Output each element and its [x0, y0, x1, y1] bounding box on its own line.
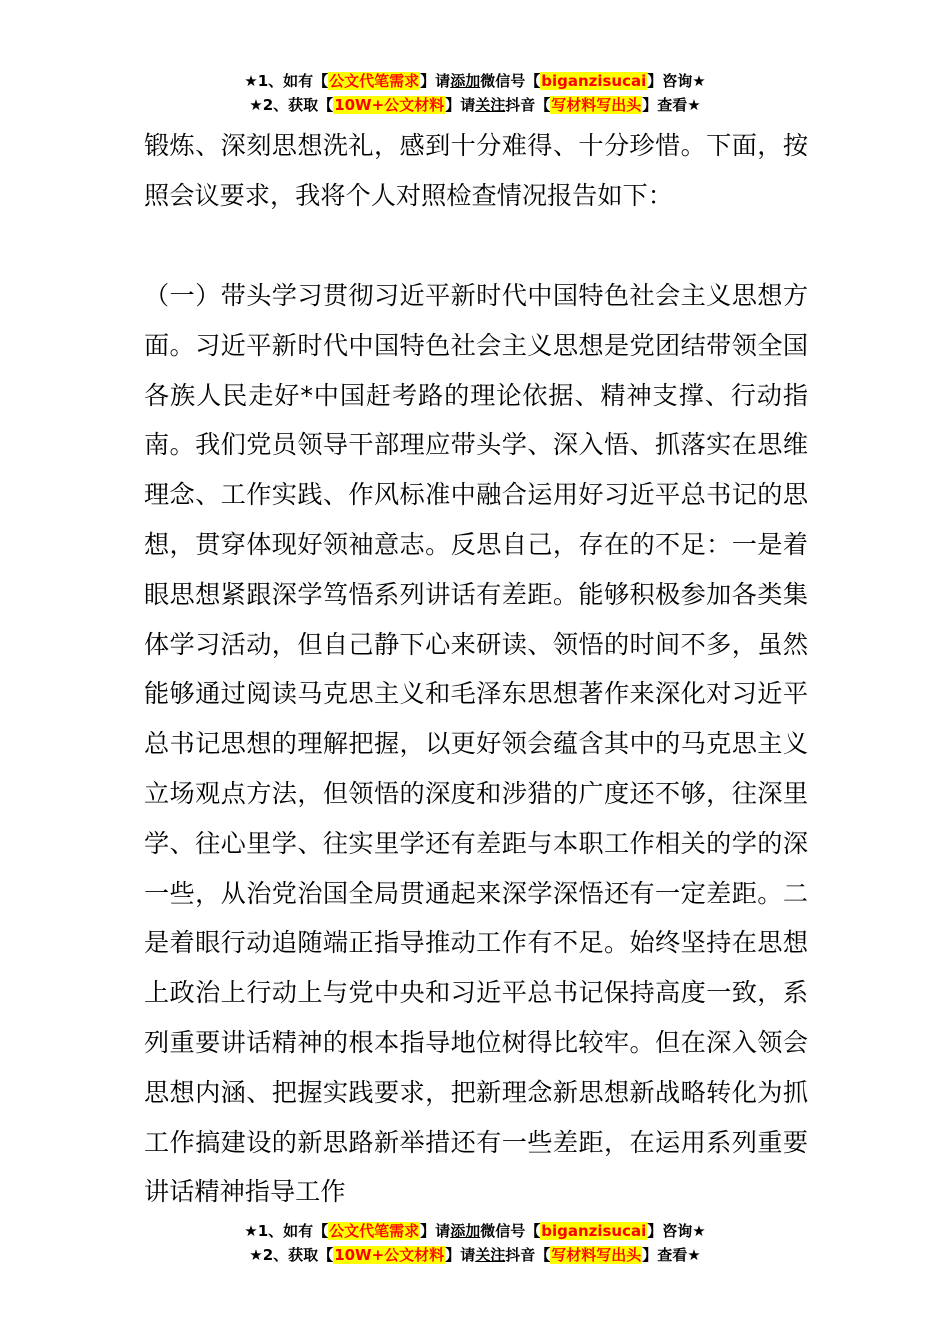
- main-paragraph: （一）带头学习贯彻习近平新时代中国特色社会主义思想方面。习近平新时代中国特色社会主义思想是党团结带领全国各族人民走好*中国赶考路的理论依据、精神支撑、行动指南。我们党员领导干部理应带头学、深入悟、抓落实在思维理念、工作实践、作风标准中融合运用好习近平总书记的思想，贯穿体现好领袖意志。反思自己，存在的不足：一是着眼思想紧跟深学笃悟系列讲话有差距。能够积极参加各类集体学习活动，但自己静下心来研读、领悟的时间不多，虽然能够通过阅读马克思主义和毛泽东思想著作来深化对习近平总书记思想的理解把握，以更好领会蕴含其中的马克思主义立场观点方法，但领悟的深度和涉猎的广度还不够，往深里学、往心里学、往实里学还有差距与本职工作相关的学的深一些，从治党治国全局贯通起来深学深悟还有一定差距。二是着眼行动追随端正指导推动工作有不足。始终坚持在思想上政治上行动上与党中央和习近平总书记保持高度一致，系列重要讲话精神的根本指导地位树得比较牢。但在深入领会思想内涵、把握实践要求，把新理念新思想新战略转化为抓工作搞建设的新思路新举措还有一些差距，在运用系列重要讲话精神指导工作: [144, 281, 808, 1207]
- highlight-wechat-id: biganzisucai: [541, 1222, 647, 1240]
- highlight-service: 公文代笔需求: [329, 72, 420, 90]
- banner-line-2: ★2、获取【10W+公文材料】请关注抖音【写材料写出头】查看★: [249, 1246, 701, 1264]
- highlight-douyin: 写材料写出头: [551, 96, 642, 114]
- banner-line-2: ★2、获取【10W+公文材料】请关注抖音【写材料写出头】查看★: [249, 96, 701, 114]
- banner-line-1: ★1、如有【公文代笔需求】请添加微信号【biganzisucai】咨询★: [244, 1222, 706, 1240]
- intro-paragraph: 锻炼、深刻思想洗礼，感到十分难得、十分珍惜。下面，按照会议要求，我将个人对照检查情况报告如下：: [144, 131, 808, 210]
- highlight-materials: 10W+公文材料: [334, 96, 445, 114]
- highlight-wechat-id: biganzisucai: [541, 72, 647, 90]
- highlight-service: 公文代笔需求: [329, 1222, 420, 1240]
- highlight-materials: 10W+公文材料: [334, 1246, 445, 1264]
- header-banner: [0, 69, 950, 117]
- footer-banner: [0, 1219, 950, 1267]
- banner-line-1: ★1、如有【公文代笔需求】请添加微信号【biganzisucai】咨询★: [244, 72, 706, 90]
- highlight-douyin: 写材料写出头: [551, 1246, 642, 1264]
